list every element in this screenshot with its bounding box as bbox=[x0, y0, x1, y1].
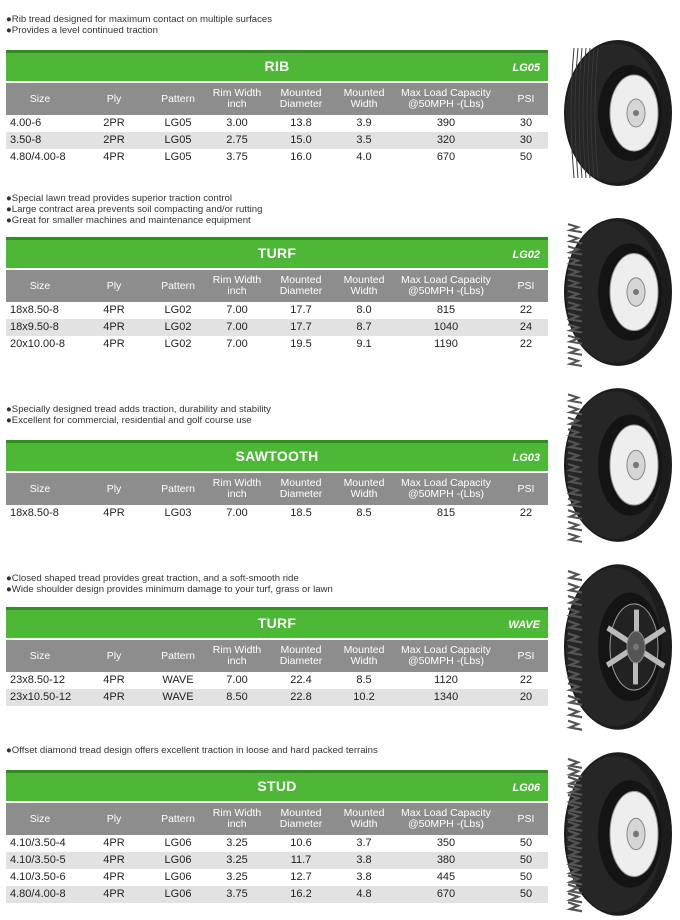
cell-pattern: LG02 bbox=[164, 338, 192, 350]
cell-width: 4.0 bbox=[356, 151, 372, 163]
column-header-line: @50MPH -(Lbs) bbox=[407, 655, 484, 667]
column-header bbox=[396, 803, 496, 835]
feature-bullet: ●Provides a level continued traction bbox=[6, 25, 158, 36]
cell-width: 3.5 bbox=[356, 134, 372, 146]
column-header-line: inch bbox=[227, 655, 247, 667]
column-header bbox=[334, 270, 394, 302]
column-header-line: Diameter bbox=[279, 285, 323, 297]
column-header-line: Rim Width bbox=[212, 477, 262, 489]
cell-diam: 16.2 bbox=[290, 888, 312, 900]
column-header-line: inch bbox=[227, 285, 247, 297]
column-header bbox=[206, 473, 268, 505]
feature-bullets bbox=[6, 14, 272, 36]
feature-bullet: ●Rib tread designed for maximum contact on multiple surfaces bbox=[6, 14, 273, 25]
column-header-line: Mounted bbox=[280, 807, 322, 819]
column-header-line: @50MPH -(Lbs) bbox=[407, 98, 484, 110]
column-header bbox=[334, 803, 394, 835]
column-header-line: PSI bbox=[517, 92, 535, 105]
column-header-line: inch bbox=[227, 98, 247, 110]
column-header-line: inch bbox=[227, 488, 247, 500]
column-header-line: Ply bbox=[106, 649, 122, 662]
cell-psi: 50 bbox=[519, 888, 533, 900]
tire-icon bbox=[562, 750, 674, 918]
column-header bbox=[94, 640, 134, 672]
column-header-line: PSI bbox=[517, 649, 535, 662]
column-header-line: Diameter bbox=[279, 98, 323, 110]
section-title: TURF bbox=[257, 615, 297, 631]
column-header bbox=[334, 640, 394, 672]
section-title-bar bbox=[6, 50, 548, 81]
column-header bbox=[152, 83, 204, 115]
table-row bbox=[6, 115, 548, 132]
tire-image bbox=[562, 216, 674, 368]
tire-image bbox=[562, 386, 674, 544]
column-header-line: Pattern bbox=[161, 279, 195, 292]
cell-size: 4.80/4.00-8 bbox=[10, 151, 66, 163]
cell-size: 4.00-6 bbox=[10, 117, 42, 129]
cell-psi: 22 bbox=[519, 338, 533, 350]
table-row bbox=[6, 149, 548, 166]
cell-ply: 2PR bbox=[103, 134, 125, 146]
tire-image bbox=[562, 38, 674, 188]
column-header-line: Width bbox=[350, 488, 378, 500]
column-header bbox=[270, 83, 332, 115]
cell-diam: 19.5 bbox=[290, 338, 312, 350]
column-header-line: @50MPH -(Lbs) bbox=[407, 488, 484, 500]
cell-psi: 30 bbox=[519, 134, 533, 146]
section-title: TURF bbox=[257, 245, 297, 261]
section-title-bar bbox=[6, 770, 548, 801]
cell-load: 445 bbox=[436, 871, 456, 883]
cell-width: 3.7 bbox=[356, 837, 372, 849]
column-header bbox=[206, 270, 268, 302]
column-header-line: @50MPH -(Lbs) bbox=[407, 818, 484, 830]
cell-pattern: LG03 bbox=[164, 507, 192, 519]
tire-image bbox=[562, 750, 674, 918]
table-header bbox=[6, 473, 548, 505]
table-header bbox=[6, 803, 548, 835]
table-row bbox=[6, 336, 548, 353]
column-header bbox=[152, 270, 204, 302]
pattern-code: LG06 bbox=[512, 782, 540, 794]
column-header bbox=[270, 270, 332, 302]
cell-pattern: WAVE bbox=[162, 691, 194, 703]
cell-size: 3.50-8 bbox=[10, 134, 42, 146]
column-header-line: Max Load Capacity bbox=[401, 807, 491, 819]
column-header-line: Mounted bbox=[280, 87, 322, 99]
cell-pattern: LG06 bbox=[164, 854, 192, 866]
cell-width: 8.5 bbox=[356, 674, 372, 686]
cell-size: 4.80/4.00-8 bbox=[10, 888, 66, 900]
cell-rim: 7.00 bbox=[226, 321, 248, 333]
cell-rim: 7.00 bbox=[226, 304, 248, 316]
column-header-line: inch bbox=[227, 818, 247, 830]
cell-load: 350 bbox=[436, 837, 456, 849]
column-header-line: Diameter bbox=[279, 818, 323, 830]
column-header-line: Ply bbox=[106, 92, 122, 105]
cell-rim: 3.00 bbox=[226, 117, 248, 129]
column-header bbox=[511, 83, 541, 115]
cell-psi: 22 bbox=[519, 674, 533, 686]
column-header-line: Width bbox=[350, 818, 378, 830]
cell-psi: 24 bbox=[519, 321, 533, 333]
cell-rim: 7.00 bbox=[226, 507, 248, 519]
column-header bbox=[10, 473, 70, 505]
column-header-line: Ply bbox=[106, 812, 122, 825]
table-row bbox=[6, 505, 548, 522]
section-title-bar bbox=[6, 607, 548, 638]
column-header-line: Mounted bbox=[280, 274, 322, 286]
cell-ply: 4PR bbox=[103, 837, 125, 849]
feature-bullet: ●Closed shaped tread provides great traction, and a soft-smooth ride bbox=[6, 573, 299, 584]
column-header bbox=[10, 83, 70, 115]
table-row bbox=[6, 319, 548, 336]
cell-diam: 18.5 bbox=[290, 507, 312, 519]
tire-icon bbox=[562, 216, 674, 368]
cell-ply: 4PR bbox=[103, 304, 125, 316]
cell-diam: 15.0 bbox=[290, 134, 312, 146]
cell-pattern: LG02 bbox=[164, 304, 192, 316]
column-header bbox=[94, 270, 134, 302]
cell-diam: 12.7 bbox=[290, 871, 312, 883]
feature-bullets bbox=[6, 404, 271, 426]
column-header-line: Size bbox=[29, 812, 51, 825]
cell-load: 670 bbox=[436, 888, 456, 900]
cell-width: 3.8 bbox=[356, 871, 372, 883]
cell-size: 18x8.50-8 bbox=[10, 507, 59, 519]
column-header bbox=[10, 270, 70, 302]
column-header-line: Mounted bbox=[343, 274, 385, 286]
cell-ply: 4PR bbox=[103, 151, 125, 163]
cell-width: 8.0 bbox=[356, 304, 372, 316]
pattern-code: LG05 bbox=[512, 62, 540, 74]
table-row bbox=[6, 886, 548, 903]
table-row bbox=[6, 835, 548, 852]
column-header-line: PSI bbox=[517, 482, 535, 495]
column-header bbox=[270, 473, 332, 505]
column-header bbox=[511, 640, 541, 672]
tire-icon bbox=[562, 386, 674, 544]
cell-rim: 3.75 bbox=[226, 888, 248, 900]
pattern-code: WAVE bbox=[508, 619, 540, 631]
cell-diam: 17.7 bbox=[290, 321, 312, 333]
column-header-line: Max Load Capacity bbox=[401, 644, 491, 656]
column-header bbox=[270, 640, 332, 672]
column-header-line: Ply bbox=[106, 482, 122, 495]
column-header-line: Width bbox=[350, 98, 378, 110]
table-header bbox=[6, 640, 548, 672]
cell-load: 1190 bbox=[434, 338, 458, 350]
column-header bbox=[334, 83, 394, 115]
feature-bullet: ●Large contract area prevents soil compacting and/or rutting bbox=[6, 204, 263, 215]
column-header-line: Mounted bbox=[343, 807, 385, 819]
column-header-line: Pattern bbox=[161, 649, 195, 662]
section-title: RIB bbox=[264, 58, 290, 74]
cell-pattern: LG06 bbox=[164, 871, 192, 883]
column-header-line: Rim Width bbox=[212, 87, 262, 99]
cell-psi: 30 bbox=[519, 117, 533, 129]
column-header-line: Ply bbox=[106, 279, 122, 292]
section-title: STUD bbox=[257, 778, 297, 794]
column-header-line: Mounted bbox=[280, 644, 322, 656]
cell-rim: 3.25 bbox=[226, 837, 248, 849]
column-header bbox=[396, 640, 496, 672]
cell-width: 3.8 bbox=[356, 854, 372, 866]
column-header-line: Rim Width bbox=[212, 644, 262, 656]
cell-size: 4.10/3.50-4 bbox=[10, 837, 66, 849]
column-header-line: Diameter bbox=[279, 655, 323, 667]
cell-load: 670 bbox=[436, 151, 456, 163]
table-row bbox=[6, 132, 548, 149]
table-header bbox=[6, 270, 548, 302]
feature-bullet: ●Special lawn tread provides superior traction control bbox=[6, 193, 233, 204]
cell-size: 23x10.50-12 bbox=[10, 691, 72, 703]
column-header-line: Mounted bbox=[343, 477, 385, 489]
column-header bbox=[94, 803, 134, 835]
cell-diam: 11.7 bbox=[290, 854, 312, 866]
cell-size: 18x9.50-8 bbox=[10, 321, 59, 333]
cell-width: 9.1 bbox=[356, 338, 372, 350]
column-header bbox=[10, 803, 70, 835]
cell-rim: 3.75 bbox=[226, 151, 248, 163]
column-header bbox=[396, 83, 496, 115]
column-header bbox=[206, 640, 268, 672]
feature-bullet: ●Offset diamond tread design offers excellent traction in loose and hard packed terrains bbox=[6, 745, 378, 756]
table-row bbox=[6, 302, 548, 319]
column-header-line: Size bbox=[29, 482, 51, 495]
cell-load: 390 bbox=[436, 117, 456, 129]
tire-icon bbox=[562, 38, 674, 188]
column-header-line: Max Load Capacity bbox=[401, 477, 491, 489]
cell-diam: 22.8 bbox=[290, 691, 312, 703]
feature-bullet: ●Wide shoulder design provides minimum damage to your turf, grass or lawn bbox=[6, 584, 333, 595]
cell-pattern: LG06 bbox=[164, 837, 192, 849]
column-header-line: Size bbox=[29, 279, 51, 292]
cell-pattern: LG06 bbox=[164, 888, 192, 900]
cell-ply: 4PR bbox=[103, 691, 125, 703]
column-header-line: PSI bbox=[517, 279, 535, 292]
feature-bullets bbox=[6, 745, 378, 756]
table-row bbox=[6, 869, 548, 886]
cell-size: 18x8.50-8 bbox=[10, 304, 59, 316]
table-row bbox=[6, 689, 548, 706]
column-header bbox=[152, 803, 204, 835]
cell-ply: 4PR bbox=[103, 321, 125, 333]
cell-ply: 4PR bbox=[103, 888, 125, 900]
column-header-line: Max Load Capacity bbox=[401, 274, 491, 286]
column-header-line: Pattern bbox=[161, 482, 195, 495]
column-header-line: Rim Width bbox=[212, 274, 262, 286]
column-header bbox=[396, 270, 496, 302]
column-header-line: PSI bbox=[517, 812, 535, 825]
feature-bullet: ●Excellent for commercial, residential and golf course use bbox=[6, 415, 252, 426]
column-header-line: Max Load Capacity bbox=[401, 87, 491, 99]
cell-diam: 13.8 bbox=[290, 117, 312, 129]
cell-width: 4.8 bbox=[356, 888, 372, 900]
cell-psi: 50 bbox=[519, 854, 533, 866]
column-header bbox=[511, 803, 541, 835]
column-header bbox=[511, 473, 541, 505]
cell-ply: 2PR bbox=[103, 117, 125, 129]
section-title: SAWTOOTH bbox=[235, 448, 319, 464]
cell-load: 320 bbox=[436, 134, 456, 146]
cell-load: 815 bbox=[436, 304, 456, 316]
column-header-line: Width bbox=[350, 655, 378, 667]
cell-pattern: LG05 bbox=[164, 134, 192, 146]
cell-size: 4.10/3.50-6 bbox=[10, 871, 66, 883]
cell-ply: 4PR bbox=[103, 674, 125, 686]
column-header bbox=[10, 640, 70, 672]
column-header bbox=[334, 473, 394, 505]
table-row bbox=[6, 852, 548, 869]
cell-diam: 22.4 bbox=[290, 674, 312, 686]
feature-bullets bbox=[6, 573, 333, 595]
column-header-line: Mounted bbox=[280, 477, 322, 489]
cell-pattern: LG02 bbox=[164, 321, 192, 333]
cell-ply: 4PR bbox=[103, 871, 125, 883]
column-header-line: Size bbox=[29, 92, 51, 105]
cell-load: 1040 bbox=[433, 321, 459, 333]
feature-bullet: ●Great for smaller machines and maintenance equipment bbox=[6, 215, 251, 226]
column-header bbox=[94, 83, 134, 115]
column-header bbox=[511, 270, 541, 302]
feature-bullet: ●Specially designed tread adds traction, durability and stability bbox=[6, 404, 271, 415]
cell-diam: 10.6 bbox=[290, 837, 312, 849]
cell-psi: 50 bbox=[519, 837, 533, 849]
cell-ply: 4PR bbox=[103, 507, 125, 519]
cell-ply: 4PR bbox=[103, 338, 125, 350]
feature-bullets bbox=[6, 193, 262, 226]
column-header bbox=[206, 803, 268, 835]
cell-rim: 8.50 bbox=[226, 691, 248, 703]
cell-pattern: LG05 bbox=[164, 117, 192, 129]
cell-width: 8.5 bbox=[356, 507, 372, 519]
cell-pattern: LG05 bbox=[164, 151, 192, 163]
cell-rim: 2.75 bbox=[226, 134, 248, 146]
cell-rim: 7.00 bbox=[226, 674, 248, 686]
cell-load: 380 bbox=[436, 854, 456, 866]
cell-psi: 50 bbox=[519, 151, 533, 163]
column-header-line: Pattern bbox=[161, 812, 195, 825]
pattern-code: LG03 bbox=[512, 452, 540, 464]
cell-size: 23x8.50-12 bbox=[10, 674, 66, 686]
cell-width: 8.7 bbox=[356, 321, 372, 333]
tire-image bbox=[562, 562, 674, 732]
cell-ply: 4PR bbox=[103, 854, 125, 866]
cell-load: 1120 bbox=[434, 674, 458, 686]
cell-psi: 20 bbox=[519, 691, 533, 703]
column-header bbox=[270, 803, 332, 835]
table-row bbox=[6, 672, 548, 689]
column-header-line: Pattern bbox=[161, 92, 195, 105]
cell-psi: 22 bbox=[519, 304, 533, 316]
cell-rim: 3.25 bbox=[226, 854, 248, 866]
cell-rim: 3.25 bbox=[226, 871, 248, 883]
column-header-line: Diameter bbox=[279, 488, 323, 500]
cell-pattern: WAVE bbox=[162, 674, 194, 686]
column-header-line: Width bbox=[350, 285, 378, 297]
column-header bbox=[152, 473, 204, 505]
column-header bbox=[94, 473, 134, 505]
tire-icon bbox=[562, 562, 674, 732]
section-title-bar bbox=[6, 440, 548, 471]
section-title-bar bbox=[6, 237, 548, 268]
cell-psi: 22 bbox=[519, 507, 533, 519]
cell-size: 4.10/3.50-5 bbox=[10, 854, 66, 866]
cell-width: 10.2 bbox=[353, 691, 375, 703]
cell-rim: 7.00 bbox=[226, 338, 248, 350]
column-header-line: Size bbox=[29, 649, 51, 662]
column-header bbox=[396, 473, 496, 505]
column-header-line: Mounted bbox=[343, 87, 385, 99]
cell-diam: 17.7 bbox=[290, 304, 312, 316]
column-header bbox=[206, 83, 268, 115]
cell-width: 3.9 bbox=[356, 117, 372, 129]
cell-diam: 16.0 bbox=[290, 151, 312, 163]
column-header-line: Rim Width bbox=[212, 807, 262, 819]
column-header-line: Mounted bbox=[343, 644, 385, 656]
cell-psi: 50 bbox=[519, 871, 533, 883]
column-header bbox=[152, 640, 204, 672]
cell-size: 20x10.00-8 bbox=[10, 338, 66, 350]
pattern-code: LG02 bbox=[512, 249, 540, 261]
table-header bbox=[6, 83, 548, 115]
cell-load: 1340 bbox=[433, 691, 459, 703]
cell-load: 815 bbox=[436, 507, 456, 519]
column-header-line: @50MPH -(Lbs) bbox=[407, 285, 484, 297]
